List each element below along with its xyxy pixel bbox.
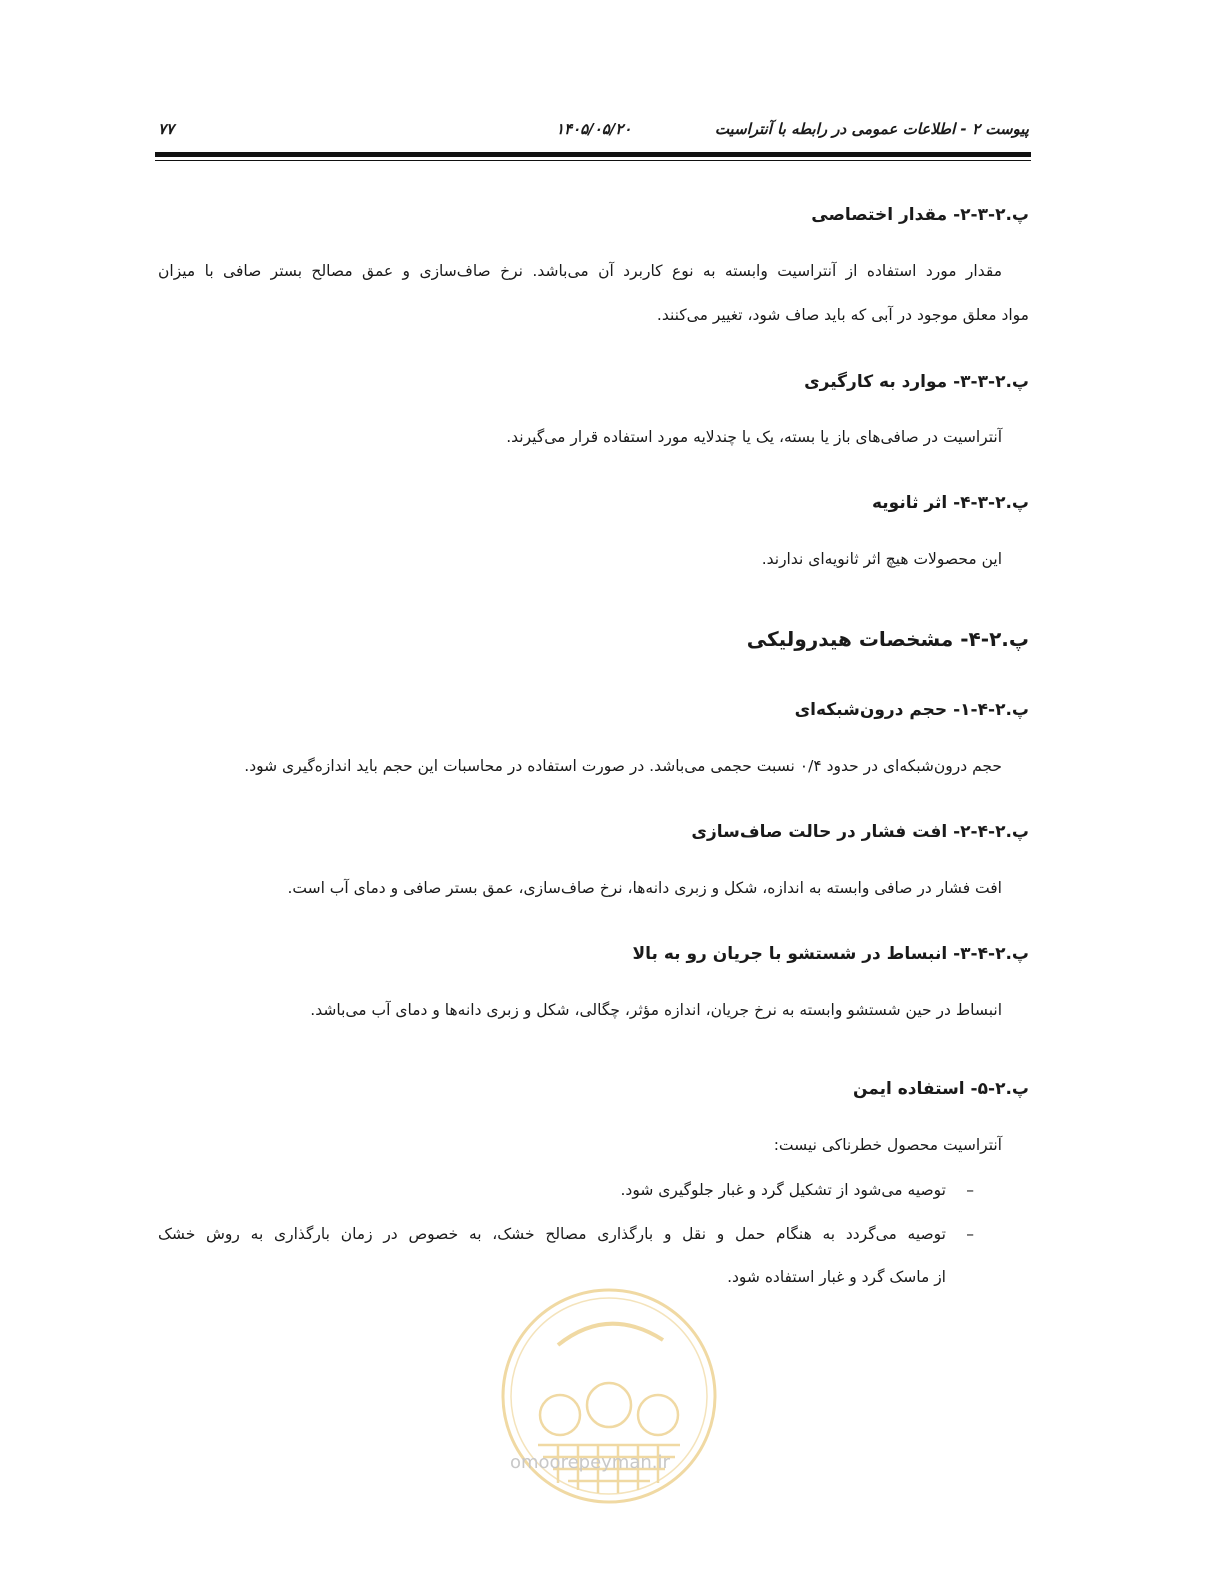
bullet-item: توصیه می‌شود از تشکیل گرد و غبار جلوگیری شود.	[620, 1181, 946, 1199]
section-heading-2-5: پ.۲-۵- استفاده ایمن	[852, 1079, 1029, 1099]
paragraph-line: این محصولات هیچ اثر ثانویه‌ای ندارند.	[761, 550, 1002, 568]
paragraph-line: مقدار مورد استفاده از آنتراسیت وابسته به نوع کاربرد آن می‌باشد. نرخ صاف‌سازی و عمق مصالح بستر صافی با میزان	[158, 262, 1002, 280]
bullet-item-continuation: از ماسک گرد و غبار استفاده شود.	[727, 1268, 946, 1286]
header-title: پیوست ۲ - اطلاعات عمومی در رابطه با آنتراسیت	[714, 120, 1029, 138]
paragraph-line: مواد معلق موجود در آبی که باید صاف شود، تغییر می‌کنند.	[656, 306, 1029, 324]
section-heading-2-4: پ.۲-۴- مشخصات هیدرولیکی	[746, 627, 1029, 651]
header-rule-thick	[155, 152, 1031, 157]
page-number: ۷۷	[158, 120, 175, 138]
header-rule-thin	[155, 160, 1031, 161]
watermark-stamp-icon	[498, 1285, 720, 1507]
paragraph-line: آنتراسیت در صافی‌های باز یا بسته، یک یا چندلایه مورد استفاده قرار می‌گیرند.	[506, 428, 1002, 446]
header-date: ۱۴۰۵/۰۵/۲۰	[556, 120, 632, 138]
paragraph-line: آنتراسیت محصول خطرناکی نیست:	[773, 1136, 1002, 1154]
section-heading-2-3-2: پ.۲-۳-۲- مقدار اختصاصی	[811, 205, 1029, 225]
section-heading-2-4-2: پ.۲-۴-۲- افت فشار در حالت صاف‌سازی	[691, 822, 1029, 842]
bullet-item: توصیه می‌گردد به هنگام حمل و نقل و بارگذاری مصالح خشک، به خصوص در زمان بارگذاری به روش خشک	[158, 1225, 946, 1243]
paragraph-line: حجم درون‌شبکه‌ای در حدود ۰/۴ نسبت حجمی می‌باشد. در صورت استفاده در محاسبات این حجم باید اندازه‌گیری شود.	[244, 757, 1002, 775]
section-heading-2-4-3: پ.۲-۴-۳- انبساط در شستشو با جریان رو به بالا	[632, 944, 1029, 964]
paragraph-line: انبساط در حین شستشو وابسته به نرخ جریان، اندازه مؤثر، چگالی، شکل و زبری دانه‌ها و دمای آب می‌باشد.	[310, 1001, 1002, 1019]
section-heading-2-3-4: پ.۲-۳-۴- اثر ثانویه	[871, 493, 1029, 513]
bullet-dash: –	[966, 1225, 974, 1243]
section-heading-2-3-3: پ.۲-۳-۳- موارد به کارگیری	[804, 372, 1029, 392]
watermark-url: omoorepeyman.ir	[510, 1452, 670, 1473]
paragraph-line: افت فشار در صافی وابسته به اندازه، شکل و زبری دانه‌ها، نرخ صاف‌سازی، عمق بستر صافی و دمای آب است.	[287, 879, 1002, 897]
bullet-dash: –	[966, 1181, 974, 1199]
section-heading-2-4-1: پ.۲-۴-۱- حجم درون‌شبکه‌ای	[794, 700, 1029, 720]
